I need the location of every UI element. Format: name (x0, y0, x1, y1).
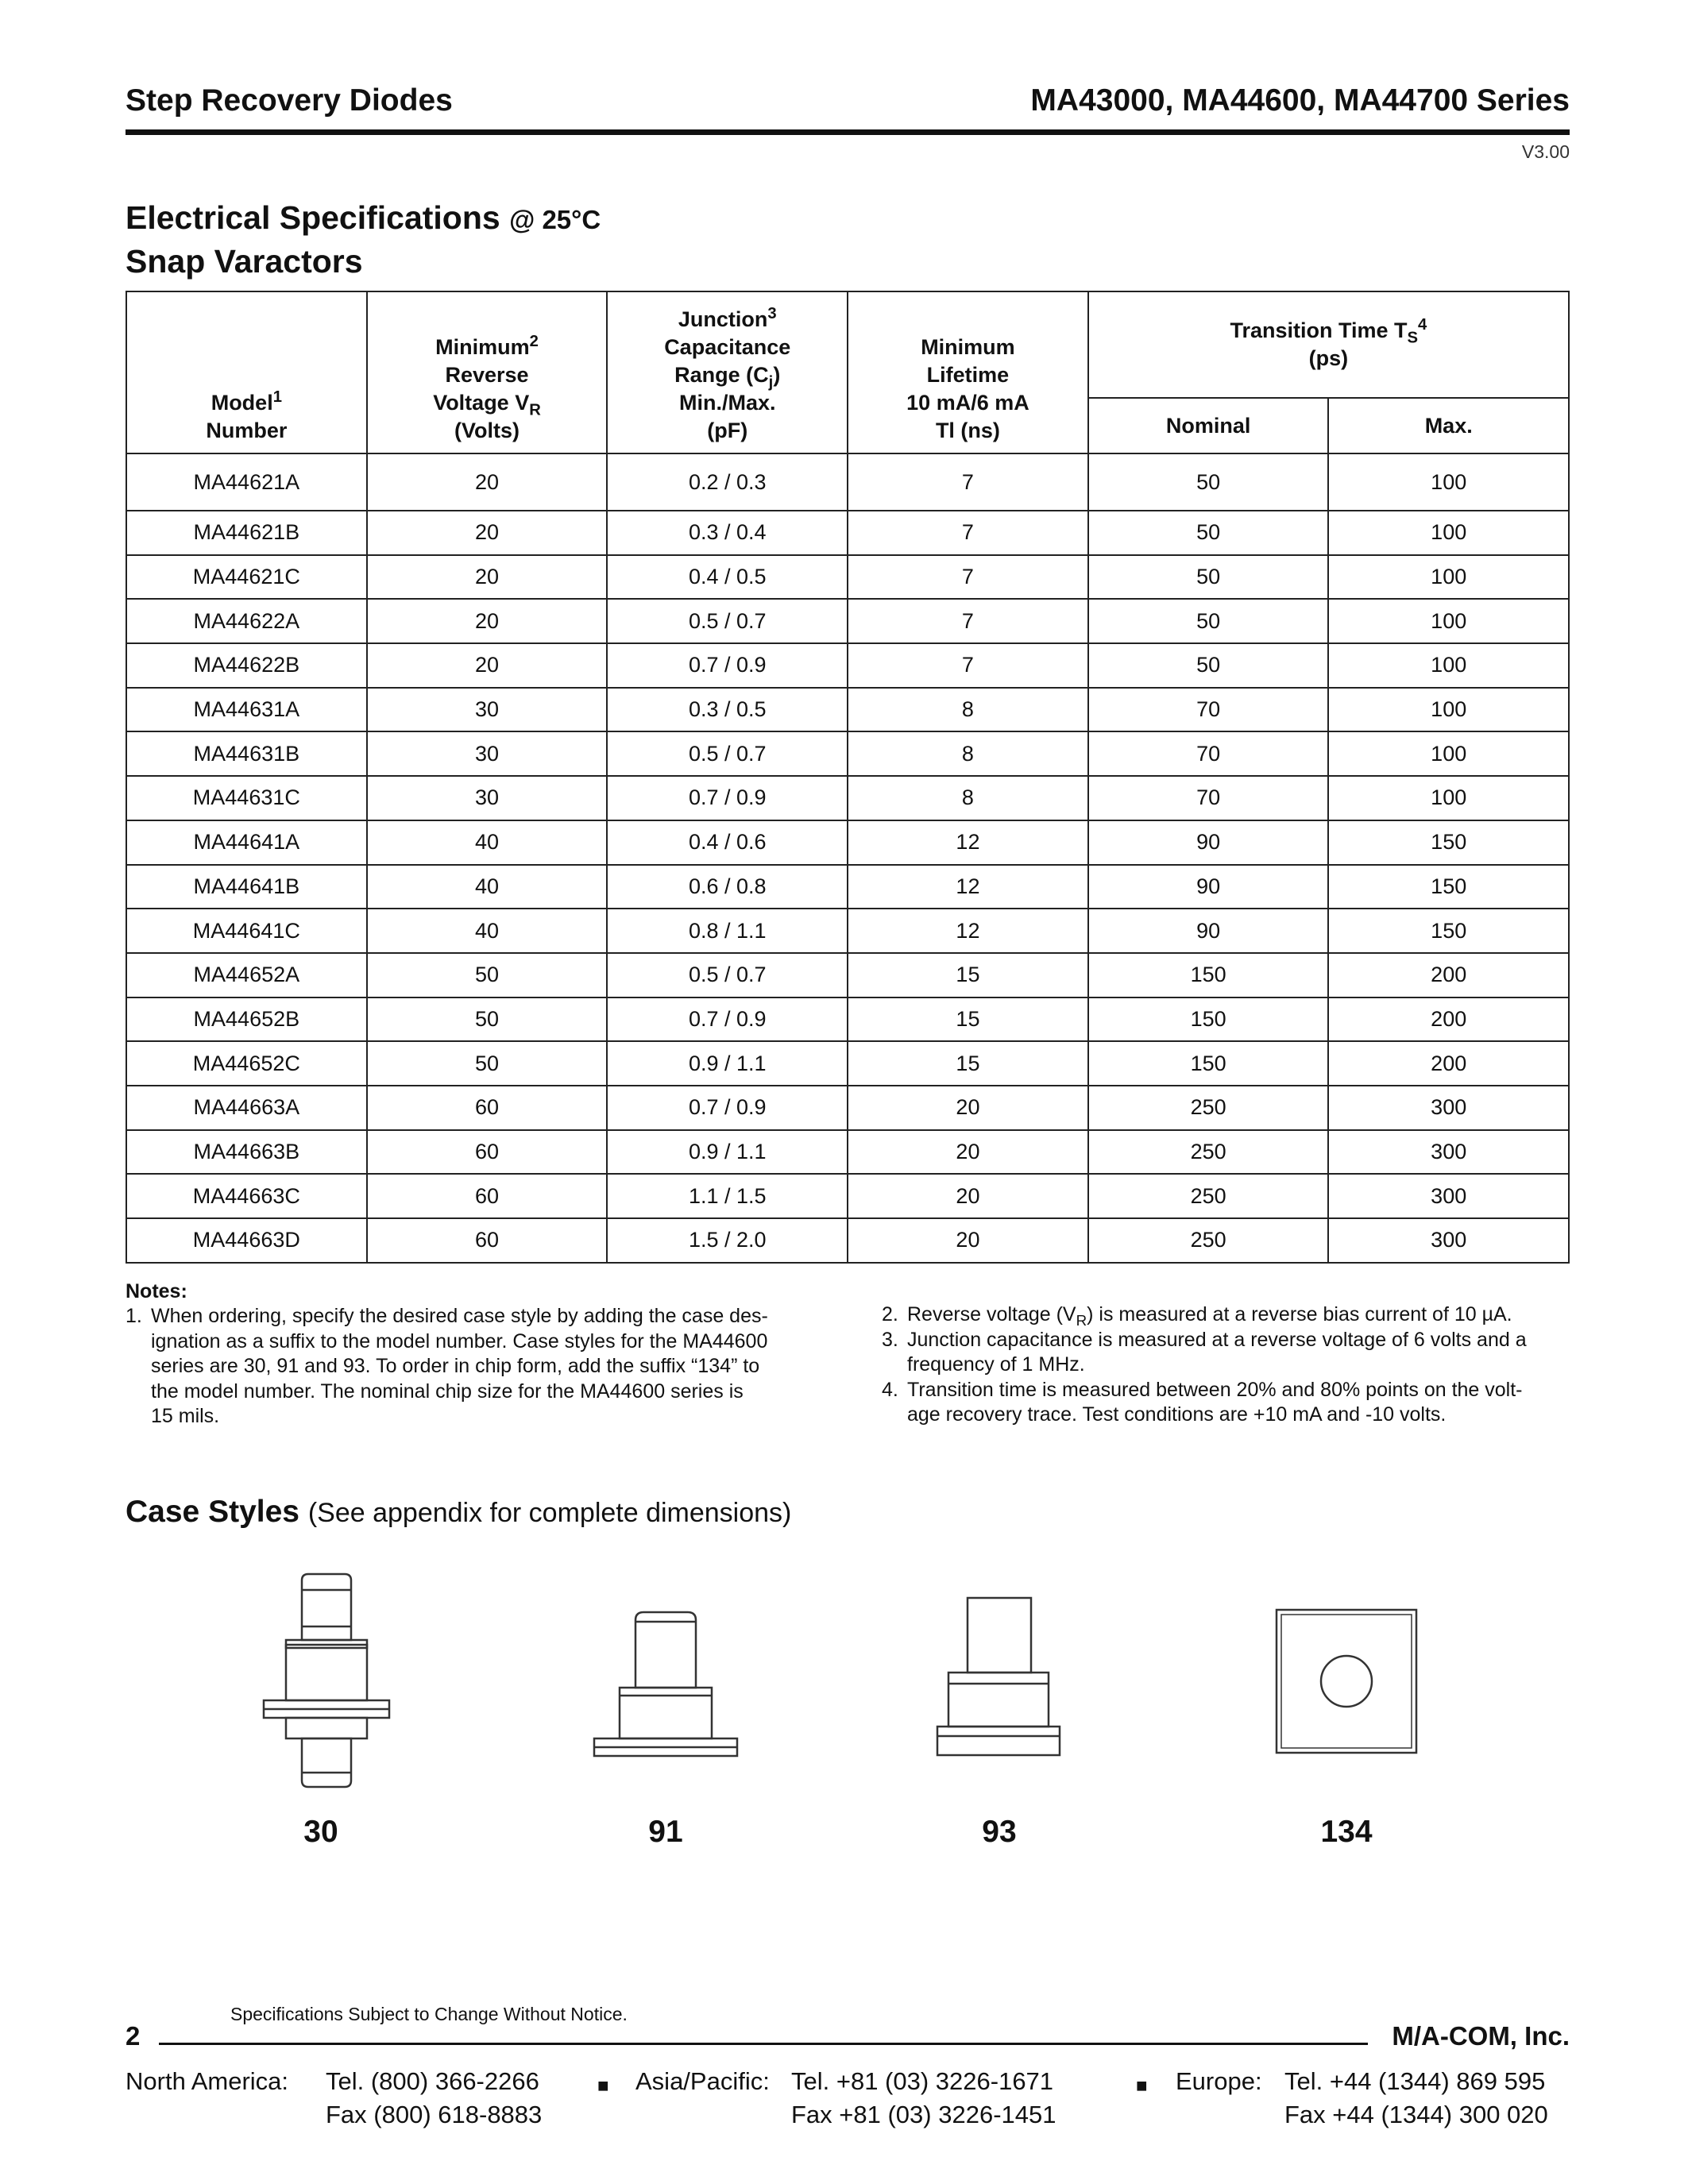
cell-nominal: 50 (1088, 555, 1329, 600)
cell-model: MA44641B (126, 865, 367, 909)
cell-voltage: 50 (367, 953, 608, 997)
spec-notice: Specifications Subject to Change Without Notice. (230, 2004, 628, 2024)
note-1: 1. When ordering, specify the desired case style by adding the case des- ignation as a suffix to the model number. Case styles for the MA44600 series are 30, 91 and 93. To order in chip form, add the suffix “134” to the model number. The nominal chip size for the MA44600 series is 15 mils. (126, 1305, 768, 1427)
cell-life: 15 (848, 953, 1088, 997)
version-label: V3.00 (1521, 141, 1570, 162)
spec-table (126, 291, 1570, 1264)
cell-life: 7 (848, 643, 1088, 688)
cell-model: MA44663C (126, 1174, 367, 1218)
cell-nominal: 70 (1088, 731, 1329, 776)
cell-cap: 0.3 / 0.5 (607, 688, 848, 732)
cell-cap: 1.5 / 2.0 (607, 1218, 848, 1263)
cell-cap: 0.5 / 0.7 (607, 731, 848, 776)
cell-model: MA44652B (126, 997, 367, 1042)
case-91-drawing (594, 1612, 737, 1756)
cell-nominal: 150 (1088, 1041, 1329, 1086)
cell-voltage: 40 (367, 865, 608, 909)
cell-voltage: 60 (367, 1086, 608, 1130)
cell-cap: 0.5 / 0.7 (607, 953, 848, 997)
cell-voltage: 20 (367, 643, 608, 688)
cell-nominal: 50 (1088, 511, 1329, 555)
case-label-93: 93 (982, 1815, 1017, 1849)
cell-model: MA44631A (126, 688, 367, 732)
table-row (126, 453, 1569, 511)
cell-model: MA44663D (126, 1218, 367, 1263)
cell-life: 7 (848, 511, 1088, 555)
col-header-transition-time: Transition Time $T_S^4$ (ps) (1088, 291, 1569, 398)
cell-nominal: 250 (1088, 1174, 1329, 1218)
cell-cap: 0.7 / 0.9 (607, 997, 848, 1042)
cell-voltage: 30 (367, 731, 608, 776)
cell-model: MA44652C (126, 1041, 367, 1086)
cell-max: 300 (1328, 1086, 1569, 1130)
cell-voltage: 60 (367, 1174, 608, 1218)
case-30-drawing (264, 1574, 389, 1787)
cell-nominal: 250 (1088, 1086, 1329, 1130)
bullet-separator: ■ (1136, 2075, 1148, 2097)
spec-table-body (126, 453, 1569, 1263)
cell-cap: 1.1 / 1.5 (607, 1174, 848, 1218)
section-condition: @ 25°C (509, 205, 601, 234)
contact-na (326, 2065, 542, 2132)
cell-voltage: 20 (367, 599, 608, 643)
section-title (126, 197, 601, 282)
case-label-30: 30 (303, 1815, 338, 1849)
contact-na-tel: Tel. (800) 366-2266 (326, 2067, 539, 2095)
cell-model: MA44641C (126, 909, 367, 953)
cell-life: 12 (848, 820, 1088, 865)
cell-nominal: 50 (1088, 599, 1329, 643)
cell-voltage: 30 (367, 688, 608, 732)
cell-nominal: 90 (1088, 820, 1329, 865)
table-row (126, 776, 1569, 820)
cell-model: MA44641A (126, 820, 367, 865)
cell-voltage: 20 (367, 453, 608, 511)
cell-life: 8 (848, 688, 1088, 732)
cell-voltage: 40 (367, 909, 608, 953)
cell-max: 200 (1328, 1041, 1569, 1086)
cell-nominal: 150 (1088, 997, 1329, 1042)
table-row (126, 1041, 1569, 1086)
cell-nominal: 90 (1088, 865, 1329, 909)
cell-max: 100 (1328, 688, 1569, 732)
cell-nominal: 50 (1088, 453, 1329, 511)
cell-max: 200 (1328, 997, 1569, 1042)
cell-cap: 0.4 / 0.6 (607, 820, 848, 865)
cell-voltage: 20 (367, 511, 608, 555)
cell-model: MA44621A (126, 453, 367, 511)
case-label-91: 91 (648, 1815, 683, 1849)
cell-model: MA44631B (126, 731, 367, 776)
cell-life: 7 (848, 599, 1088, 643)
cell-life: 7 (848, 555, 1088, 600)
cell-nominal: 150 (1088, 953, 1329, 997)
cell-nominal: 90 (1088, 909, 1329, 953)
cell-life: 20 (848, 1174, 1088, 1218)
cell-model: MA44652A (126, 953, 367, 997)
cell-cap: 0.7 / 0.9 (607, 643, 848, 688)
header-doc-title: Step Recovery Diodes (126, 83, 453, 118)
cell-cap: 0.6 / 0.8 (607, 865, 848, 909)
cell-cap: 0.4 / 0.5 (607, 555, 848, 600)
contact-ap-fax: Fax +81 (03) 3226-1451 (791, 2101, 1056, 2128)
case-label-134: 134 (1320, 1815, 1373, 1849)
cell-life: 20 (848, 1218, 1088, 1263)
cell-max: 100 (1328, 643, 1569, 688)
cell-max: 100 (1328, 599, 1569, 643)
table-row (126, 511, 1569, 555)
notes-right-column (882, 1302, 1573, 1428)
footer-rule (159, 2043, 1368, 2045)
cell-max: 100 (1328, 453, 1569, 511)
cell-max: 200 (1328, 953, 1569, 997)
cell-model: MA44622B (126, 643, 367, 688)
cell-model: MA44631C (126, 776, 367, 820)
cell-life: 15 (848, 997, 1088, 1042)
table-row (126, 997, 1569, 1042)
cell-cap: 0.8 / 1.1 (607, 909, 848, 953)
cell-model: MA44663B (126, 1130, 367, 1175)
cell-voltage: 50 (367, 997, 608, 1042)
contact-eu-fax: Fax +44 (1344) 300 020 (1284, 2101, 1548, 2128)
cell-max: 150 (1328, 865, 1569, 909)
table-row (126, 1130, 1569, 1175)
header-series-title: MA43000, MA44600, MA44700 Series (1030, 83, 1570, 118)
cell-life: 8 (848, 731, 1088, 776)
cell-max: 100 (1328, 511, 1569, 555)
table-row (126, 953, 1569, 997)
cell-model: MA44621B (126, 511, 367, 555)
cell-cap: 0.9 / 1.1 (607, 1041, 848, 1086)
table-row (126, 1218, 1569, 1263)
table-row (126, 643, 1569, 688)
case-134-drawing (1277, 1610, 1416, 1753)
cell-life: 20 (848, 1130, 1088, 1175)
header-rule (126, 129, 1570, 135)
contact-ap (791, 2065, 1056, 2132)
cell-nominal: 250 (1088, 1130, 1329, 1175)
contact-eu-tel: Tel. +44 (1344) 869 595 (1284, 2067, 1546, 2095)
cell-cap: 0.7 / 0.9 (607, 1086, 848, 1130)
cell-max: 300 (1328, 1218, 1569, 1263)
company-name: M/A-COM, Inc. (1392, 2021, 1570, 2051)
cell-life: 20 (848, 1086, 1088, 1130)
col-header-voltage: Minimum$^2$ Reverse Voltage $V_R$ (Volts) (367, 291, 608, 453)
table-row (126, 555, 1569, 600)
cell-max: 100 (1328, 731, 1569, 776)
cell-voltage: 30 (367, 776, 608, 820)
cell-cap: 0.5 / 0.7 (607, 599, 848, 643)
cell-voltage: 60 (367, 1130, 608, 1175)
cell-max: 300 (1328, 1174, 1569, 1218)
cell-model: MA44622A (126, 599, 367, 643)
col-header-max: Max. (1328, 398, 1569, 453)
cell-life: 12 (848, 865, 1088, 909)
cell-voltage: 20 (367, 555, 608, 600)
col-header-lifetime: Minimum Lifetime 10 mA/6 mA Tl (ns) (848, 291, 1088, 453)
cell-max: 100 (1328, 776, 1569, 820)
cell-life: 8 (848, 776, 1088, 820)
cell-voltage: 40 (367, 820, 608, 865)
cell-nominal: 250 (1088, 1218, 1329, 1263)
table-row (126, 865, 1569, 909)
cell-cap: 0.9 / 1.1 (607, 1130, 848, 1175)
cell-max: 100 (1328, 555, 1569, 600)
cell-max: 150 (1328, 820, 1569, 865)
table-row (126, 688, 1569, 732)
case-93-drawing (937, 1598, 1060, 1755)
notes-left-column (126, 1304, 840, 1430)
cell-life: 15 (848, 1041, 1088, 1086)
col-header-nominal: Nominal (1088, 398, 1329, 453)
note-2: 2. Reverse voltage $(V_R)$ is measured at a reverse bias current of 10 µA. (882, 1303, 1512, 1329)
table-row (126, 1086, 1569, 1130)
table-row (126, 731, 1569, 776)
section-title-text: Electrical Specifications (126, 199, 500, 236)
col-header-capacitance: Junction$^3$ Capacitance Range $(C_j)$ Min./Max. (pF) (607, 291, 848, 453)
cell-model: MA44621C (126, 555, 367, 600)
cell-max: 150 (1328, 909, 1569, 953)
contact-na-fax: Fax (800) 618-8883 (326, 2101, 543, 2128)
contact-ap-tel: Tel. +81 (03) 3226-1671 (791, 2067, 1054, 2095)
contact-na-label: North America: (126, 2067, 289, 2095)
cell-cap: 0.3 / 0.4 (607, 511, 848, 555)
cell-life: 12 (848, 909, 1088, 953)
cell-model: MA44663A (126, 1086, 367, 1130)
cell-nominal: 70 (1088, 688, 1329, 732)
page-number: 2 (126, 2021, 141, 2051)
note-3: 3. Junction capacitance is measured at a reverse voltage of 6 volts and a frequency of 1 MHz. (882, 1328, 1527, 1376)
section-subtitle: Snap Varactors (126, 243, 363, 280)
cell-voltage: 50 (367, 1041, 608, 1086)
table-row (126, 820, 1569, 865)
cell-nominal: 70 (1088, 776, 1329, 820)
col-header-model: Model$^1$ Number (126, 291, 367, 453)
cell-life: 7 (848, 453, 1088, 511)
contact-eu (1284, 2065, 1548, 2132)
cell-max: 300 (1328, 1130, 1569, 1175)
contact-ap-label: Asia/Pacific: (635, 2067, 770, 2095)
bullet-separator: ■ (597, 2075, 609, 2097)
cell-cap: 0.7 / 0.9 (607, 776, 848, 820)
contact-eu-label: Europe: (1176, 2067, 1262, 2095)
table-row (126, 1174, 1569, 1218)
cell-cap: 0.2 / 0.3 (607, 453, 848, 511)
cell-voltage: 60 (367, 1218, 608, 1263)
table-row (126, 599, 1569, 643)
notes-title: Notes: (126, 1280, 187, 1302)
table-row (126, 909, 1569, 953)
note-4: 4. Transition time is measured between 20% and 80% points on the volt- age recovery trace. Test conditions are +10 mA and -10 volts. (882, 1378, 1523, 1426)
cell-nominal: 50 (1088, 643, 1329, 688)
case-styles-title: Case Styles (See appendix for complete dimensions) (126, 1495, 792, 1529)
